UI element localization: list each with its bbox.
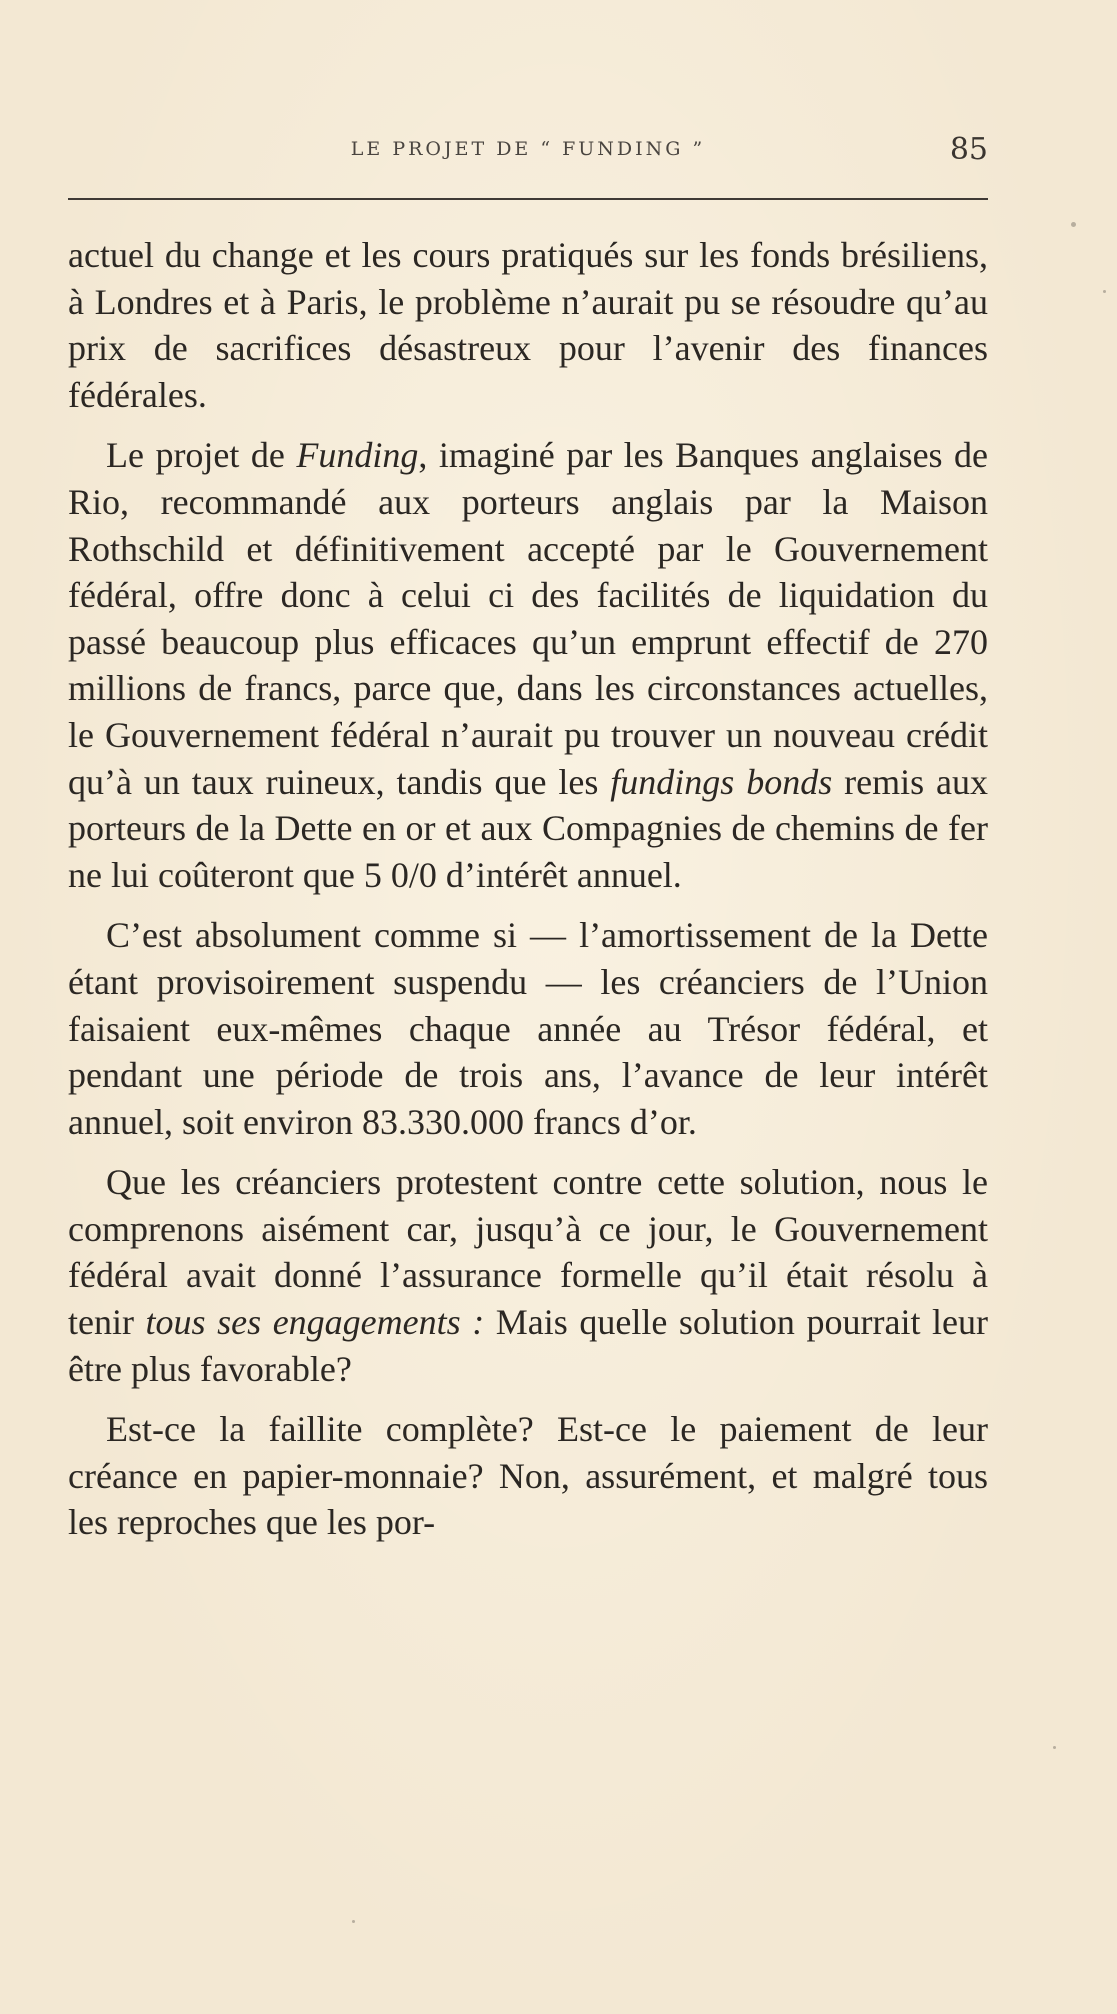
body-text bbox=[68, 232, 988, 1546]
italic-segment: Funding bbox=[296, 435, 419, 476]
paper-speck bbox=[1071, 222, 1076, 227]
header-rule bbox=[68, 198, 988, 200]
text-segment: , imaginé par les Banques anglaises de Rio, recommandé aux porteurs anglais par la Maison Rothschild et définitivement accepté par le Gouvernement fédéral, offre donc à celui ci des facilités de liquidation du passé beaucoup plus efficaces qu’un emprunt effectif de 270 millions de francs, parce que, dans les circonstances actuelles, le Gouvernement fédéral n’aurait pu trouver un nouveau crédit qu’à un taux ruineux, tandis que les bbox=[68, 435, 989, 802]
text-segment: Que les créanciers protestent contre cette solution, nous le comprenons aisément car, jusqu’à ce jour, le Gouvernement fédéral avait donné l’assurance formelle qu’il était résolu à tenir bbox=[68, 1162, 988, 1343]
paragraph bbox=[68, 232, 988, 418]
text-segment: Est-ce la faillite complète? Est-ce le paiement de leur créance en papier-monnaie? Non, assurément, et malgré tous les reproches que les por- bbox=[68, 1409, 988, 1543]
running-title: LE PROJET DE “ FUNDING ” bbox=[350, 138, 706, 160]
text-segment: actuel du change et les cours pratiqués sur les fonds brésiliens, à Londres et à Paris, le problème n’aurait pu se résoudre qu’au prix de sacrifices désastreux pour l’avenir des finances fédérales. bbox=[68, 235, 988, 415]
text-segment: Mais quelle solution pourrait leur être plus favorable? bbox=[68, 1302, 988, 1389]
text-segment: remis aux porteurs de la Dette en or et aux Compagnies de chemins de fer ne lui coûteront que 5 0/0 d’intérêt annuel. bbox=[68, 761, 988, 895]
paper-speck bbox=[1103, 290, 1106, 293]
running-head bbox=[68, 132, 988, 172]
paragraph bbox=[68, 1406, 988, 1546]
italic-segment: tous ses engagements : bbox=[145, 1302, 485, 1343]
paper-speck bbox=[1053, 1746, 1056, 1749]
italic-segment: fundings bonds bbox=[610, 761, 833, 802]
paragraph bbox=[68, 912, 988, 1145]
paragraph bbox=[68, 1159, 988, 1392]
page-number: 85 bbox=[949, 132, 988, 167]
text-segment: Le projet de bbox=[106, 435, 297, 476]
text-segment: C’est absolument comme si — l’amortissement de la Dette étant provisoirement suspendu — les créanciers de l’Union faisaient eux-mêmes chaque année au Trésor fédéral, et pendant une période de trois ans, l’avance de leur intérêt annuel, soit environ 83.330.000 francs d’or. bbox=[68, 915, 988, 1142]
paragraph bbox=[68, 432, 988, 898]
paper-speck bbox=[352, 1920, 355, 1923]
